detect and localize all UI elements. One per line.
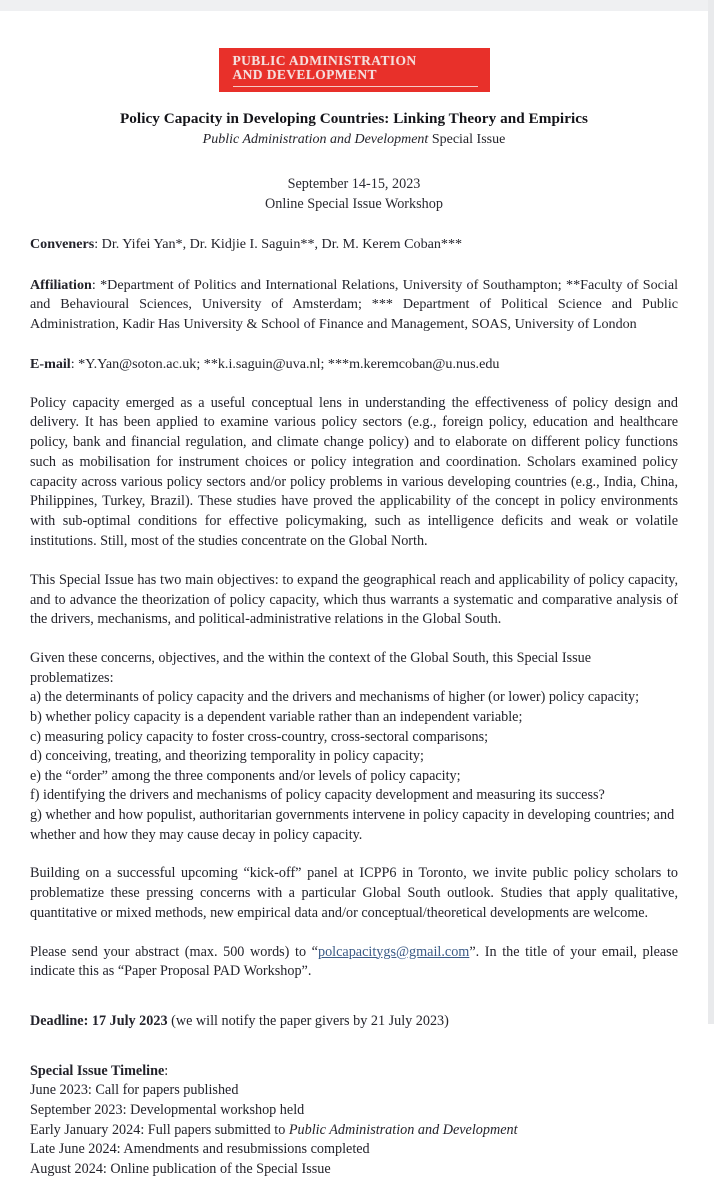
affiliation-block — [30, 276, 678, 335]
list-item: f) identifying the drivers and mechanisms of policy capacity development and measuring its success? — [30, 787, 605, 804]
email-block — [30, 355, 678, 375]
email-label: E-mail — [30, 356, 71, 372]
submission-tail: ”. In the title of your email, please indicate this as “Paper Proposal PAD Workshop”. — [30, 943, 678, 980]
timeline-row — [30, 1160, 678, 1179]
deadline-note: (we will notify the paper givers by 21 July 2023) — [167, 1013, 449, 1030]
journal-masthead-container — [30, 48, 678, 92]
affiliation-value: *Department of Politics and International Relations, University of Southampton; **Faculty of Social and Behavioural Sciences, University of Amsterdam; *** Department of Political Science and Public Administration, Kadir Has University & School of Finance and Management, SOAS, University of London — [30, 276, 678, 332]
title-block — [30, 109, 678, 149]
event-format: Online Special Issue Workshop — [265, 195, 443, 212]
journal-name-italic: Public Administration and Development — [202, 132, 429, 147]
submission-lead: Please send your abstract (max. 500 words) to “ — [30, 943, 318, 960]
paragraph-submission — [30, 943, 678, 983]
list-item: e) the “order” among the three components and/or levels of policy capacity; — [30, 767, 461, 784]
event-date-block — [30, 175, 678, 214]
list-item: g) whether and how populist, authoritarian governments intervene in policy capacity in developing countries; and whether and how they may cause decay in policy capacity. — [30, 807, 675, 843]
list-item: a) the determinants of policy capacity and the drivers and mechanisms of higher (or lower) policy capacity; — [30, 689, 640, 706]
page-subtitle — [30, 130, 678, 149]
timeline-heading-separator: : — [164, 1062, 169, 1079]
list-item: c) measuring policy capacity to foster cross-country, cross-sectoral comparisons; — [30, 728, 489, 745]
timeline-row-text: Late June 2024: Amendments and resubmissions completed — [30, 1141, 370, 1158]
timeline-block — [30, 1062, 678, 1179]
questions-list — [30, 688, 678, 845]
timeline-row — [30, 1121, 678, 1141]
affiliation-label: Affiliation — [30, 276, 92, 293]
paragraph-invitation: Building on a successful upcoming “kick-off” panel at ICPP6 in Toronto, we invite public policy scholars to problematize these pressing concerns with a particular Global South outlook. Studies that apply qualitative, quantitative or mixed methods, new empirical data and/or conceptual/theoretical developments are welcome. — [30, 865, 678, 921]
timeline-row — [30, 1081, 678, 1101]
deadline-label: Deadline: 17 July 2023 — [30, 1013, 168, 1030]
scan-top-edge-band — [0, 0, 714, 11]
conveners-value: Dr. Yifei Yan*, Dr. Kidjie I. Saguin**, Dr. M. Kerem Coban*** — [101, 236, 463, 252]
conveners-separator: : — [94, 236, 102, 252]
timeline-row-text: Early January 2024: Full papers submitted to — [30, 1121, 289, 1138]
event-dates: September 14-15, 2023 — [287, 176, 421, 192]
deadline-block — [30, 1012, 678, 1032]
timeline-row-text: September 2023: Developmental workshop held — [30, 1101, 305, 1118]
affiliation-separator: : — [91, 276, 101, 293]
timeline-row-text: June 2023: Call for papers published — [30, 1082, 239, 1099]
timeline-row-italic: Public Administration and Development — [288, 1121, 518, 1138]
journal-masthead-banner — [219, 48, 490, 92]
submission-email-link[interactable]: polcapacitygs@gmail.com — [317, 943, 470, 960]
list-item: b) whether policy capacity is a dependent variable rather than an independent variable; — [30, 709, 523, 726]
masthead-line-1: PUBLIC ADMINISTRATION — [232, 53, 417, 68]
timeline-heading-row — [30, 1062, 678, 1082]
paragraph-objectives: This Special Issue has two main objectives: to expand the geographical reach and applicability of policy capacity, and to advance the theorization of policy capacity, which thus warrants a systematic and comparative analysis of the drivers, mechanisms, and political-administrative relations in the Global South. — [30, 571, 678, 628]
masthead-line-2: AND DEVELOPMENT — [232, 67, 377, 82]
subtitle-tail: Special Issue — [428, 132, 506, 147]
page-title: Policy Capacity in Developing Countries: Linking Theory and Empirics — [119, 110, 589, 127]
scan-right-edge-band — [708, 0, 714, 1024]
document-page — [0, 11, 708, 1177]
email-separator: : — [70, 356, 79, 372]
questions-intro: Given these concerns, objectives, and the within the context of the Global South, this Special Issue problematizes: — [30, 650, 592, 686]
list-item: d) conceiving, treating, and theorizing temporality in policy capacity; — [30, 748, 424, 765]
timeline-heading: Special Issue Timeline — [30, 1062, 165, 1079]
email-value: *Y.Yan@soton.ac.uk; **k.i.saguin@uva.nl; ***m.keremcoban@u.nus.edu — [78, 356, 500, 372]
masthead-underline-rule — [233, 86, 478, 87]
timeline-row — [30, 1140, 678, 1160]
conveners-label: Conveners — [30, 236, 95, 252]
timeline-row-text: August 2024: Online publication of the Special Issue — [30, 1160, 331, 1177]
timeline-row — [30, 1101, 678, 1121]
paragraph-background: Policy capacity emerged as a useful conceptual lens in understanding the effectiveness of policy design and delivery. It has been applied to examine various policy sectors (e.g., foreign policy, education and healthcare policy, bank and financial regulation, and climate change policy) and to elaborate on different policy functions such as mobilisation for instrument choices or policy integration and coordination. Scholars examined policy capacity across various policy sectors and/or policy problems in various developing countries (e.g., India, China, Philippines, Turkey, Brazil). These studies have proved the applicability of the concept in policy environments with sub-optimal conditions for effective policymaking, such as intelligence deficits and weak or volatile institutions. Still, most of the studies concentrate on the Global North. — [30, 394, 678, 550]
conveners-block — [30, 235, 678, 255]
